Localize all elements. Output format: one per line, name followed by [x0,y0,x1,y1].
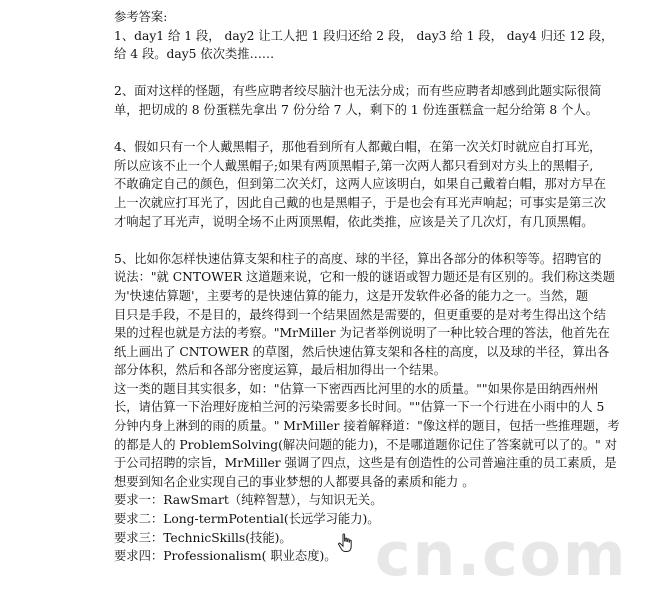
answer-4-line-2: 所以应该不止一个人戴黑帽子;如果有两顶黑帽子,第一次两人都只看到对方头上的黑帽子, [114,158,594,173]
answer-5-line-11: 的都是人的 ProblemSolving(解决问题的能力)，不是哪道题你记住了答案就可以了的。" 对 [114,437,618,452]
answer-2-line-2: 单，把切成的 8 份蛋糕先拿出 7 份分给 7 人，剩下的 1 份连蛋糕盒一起分给第 8 个人。 [114,102,599,117]
answer-4-line-4: 上一次就应打耳光了，因此自己戴的也是黑帽子，于是也会有耳光声响起；可事实是第三次 [114,195,606,210]
answer-5-line-13: 想要到知名企业实现自己的事业梦想的人都要具备的素质和能力 。 [114,474,475,489]
answer-5-line-1: 5、比如你怎样快速估算支架和柱子的高度、球的半径，算出各部分的体积等等。招聘官的 [114,251,602,266]
answer-2-line-1: 2、面对这样的怪题，有些应聘者绞尽脑汁也无法分成；而有些应聘者却感到此题实际很简 [114,84,602,99]
answer-5-line-10: 分钟内身上淋到的雨的质量。" MrMiller 接着解释道："像这样的题目，包括一些推理题，考 [114,419,620,434]
requirement-4: 要求四：Professionalism( 职业态度)。 [114,549,337,564]
requirement-1: 要求一：RawSmart（纯粹智慧），与知识无关。 [114,493,383,508]
requirement-3: 要求三：TechnicSkills(技能)。 [114,530,292,545]
answer-5-line-7: 部分体积，然后和各部分密度运算，最后相加得出一个结果。 [114,363,447,378]
answer-5-line-4: 目只是手段，不是目的，最终得到一个结果固然是需要的，但更重要的是对考生得出这个结 [114,307,606,322]
answer-5-line-8: 这一类的题目其实很多，如："估算一下密西西比河里的水的质量。""如果你是田纳西州州 [114,381,599,396]
document-body [114,8,634,566]
answer-5-line-3: 为'快速估算题'，主要考的是快速估算的能力，这是开发软件必备的能力之一。当然，题 [114,288,589,303]
hand-cursor-icon [337,533,355,553]
paragraph-gap [114,64,634,83]
paragraph-gap [114,231,634,250]
answer-4-line-1: 4、假如只有一个人戴黑帽子，那他看到所有人都戴白帽，在第一次关灯时就应自打耳光， [114,140,602,155]
answer-1-line-2: 给 4 段。day5 依次类推…… [114,47,275,62]
answer-5-line-12: 于公司招聘的宗旨，MrMiller 强调了四点，这些是有创造性的公司普遍注重的员工素质，是 [114,456,617,471]
answer-1-line-1: 1、day1 给 1 段， day2 让工人把 1 段归还给 2 段， day3 给 1 段， day4 归还 12 段， [114,28,614,43]
answer-5-line-9: 长，请估算一下治理好庞柏兰河的污染需要多长时间。""估算一下一个行进在小雨中的人 5 [114,400,605,415]
answer-5-line-5: 果的过程也就是方法的考察。"MrMiller 为记者举例说明了一种比较合理的答法，他首先在 [114,326,610,341]
answer-4-line-3: 不敢确定自己的颜色，但到第二次关灯，这两人应该明白，如果自己戴着白帽，那对方早在 [114,177,606,192]
site-watermark: cn.com [375,520,628,590]
requirement-2: 要求二：Long-termPotential(长远学习能力)。 [114,512,380,527]
answer-5-line-2: 说法："就 CNTOWER 这道题来说，它和一般的谜语或智力题还是有区别的。我们称这类题 [114,270,615,285]
answer-4-line-5: 才响起了耳光声，说明全场不止两顶黑帽，依此类推，应该是关了几次灯，有几顶黑帽。 [114,214,594,229]
answer-5-line-6: 纸上画出了 CNTOWER 的草图，然后快速估算支架和各柱的高度，以及球的半径，算出各 [114,344,610,359]
heading-reference-answers: 参考答案: [114,10,168,24]
paragraph-gap [114,120,634,139]
